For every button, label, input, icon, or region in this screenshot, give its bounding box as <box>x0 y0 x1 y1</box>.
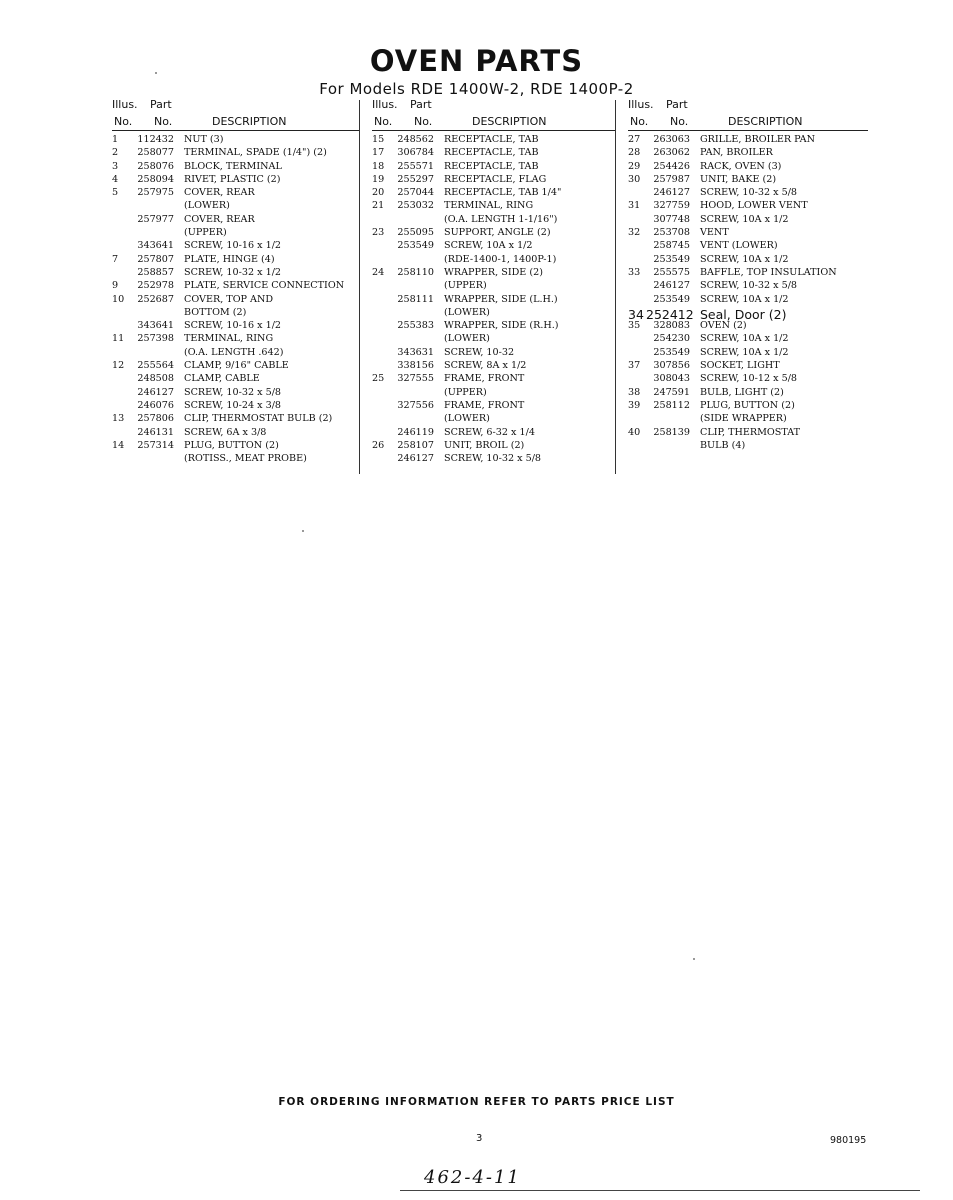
illus-number: 20 <box>372 187 385 199</box>
part-row <box>628 161 868 174</box>
illus-number: 28 <box>628 147 641 159</box>
part-number: 257975 <box>137 187 174 199</box>
part-row <box>628 280 868 293</box>
illus-number: 14 <box>112 439 125 451</box>
part-row <box>112 440 360 453</box>
illus-number: 1 <box>112 134 119 145</box>
header-part-no: No. <box>154 115 173 128</box>
part-number: 248508 <box>137 373 174 385</box>
part-number: 253549 <box>653 253 690 265</box>
part-description: PLATE, HINGE (4) <box>184 253 275 265</box>
part-number: 246119 <box>397 426 434 438</box>
part-description: PLATE, SERVICE CONNECTION <box>184 280 345 292</box>
header-illus-no: No. <box>374 115 393 128</box>
part-row <box>628 373 868 386</box>
part-number: 253549 <box>653 293 690 305</box>
part-row <box>112 134 360 147</box>
part-row <box>372 440 616 453</box>
part-number: 257398 <box>137 333 174 345</box>
part-row <box>112 413 360 426</box>
part-description: WRAPPER, SIDE (R.H.) <box>444 320 559 332</box>
part-description: BULB, LIGHT (2) <box>700 386 784 398</box>
part-description: TERMINAL, SPADE (1/4") (2) <box>184 147 327 159</box>
part-description: GRILLE, BROILER PAN <box>700 134 815 145</box>
part-description: SCREW, 10A x 1/2 <box>700 346 789 358</box>
part-row <box>372 333 616 346</box>
part-number: 112432 <box>137 134 174 145</box>
part-description: SCREW, 10-32 x 5/8 <box>700 280 798 292</box>
part-row <box>112 227 360 240</box>
part-row <box>112 400 360 413</box>
part-number: 263063 <box>653 134 690 145</box>
header-illus: Illus. <box>112 98 138 111</box>
part-row <box>628 134 868 147</box>
part-number: 252412 <box>646 306 694 322</box>
part-description: CLAMP, CABLE <box>184 373 260 385</box>
page-title: OVEN PARTS <box>369 44 584 78</box>
part-number: 253032 <box>397 200 434 212</box>
illus-number: 23 <box>372 227 385 239</box>
illus-number: 9 <box>112 280 119 292</box>
part-description: SCREW, 8A x 1/2 <box>444 360 527 372</box>
header-part: Part <box>666 98 688 111</box>
illus-number: 40 <box>628 426 641 438</box>
part-description: BLOCK, TERMINAL <box>184 160 282 172</box>
part-number: 252687 <box>137 293 174 305</box>
part-number: 257977 <box>137 213 174 225</box>
header-description: DESCRIPTION <box>212 115 287 128</box>
document-code: 980195 <box>830 1135 867 1146</box>
illus-number: 15 <box>372 134 385 145</box>
part-row <box>628 427 868 440</box>
part-description: CLIP, THERMOSTAT <box>700 426 801 438</box>
illus-number: 5 <box>112 187 119 199</box>
part-number: 255575 <box>653 266 690 278</box>
part-row <box>112 147 360 160</box>
part-number: 306784 <box>397 147 434 159</box>
part-description: RECEPTACLE, FLAG <box>444 173 547 185</box>
part-number: 327759 <box>653 200 690 212</box>
part-description: (O.A. LENGTH .642) <box>184 346 284 358</box>
header-illus: Illus. <box>372 98 398 111</box>
part-number: 258745 <box>653 240 690 252</box>
part-row <box>112 294 360 307</box>
part-row <box>628 440 868 453</box>
part-row <box>372 214 616 227</box>
illus-number: 18 <box>372 160 385 172</box>
part-description: HOOD, LOWER VENT <box>700 200 808 212</box>
column-divider <box>615 100 616 474</box>
part-row <box>112 187 360 200</box>
part-description: COVER, REAR <box>184 213 255 225</box>
part-row <box>628 307 868 320</box>
part-description: RIVET, PLASTIC (2) <box>184 173 281 185</box>
part-description: WRAPPER, SIDE (2) <box>444 266 543 278</box>
part-row <box>112 200 360 213</box>
part-number: 338156 <box>397 360 434 372</box>
part-description: SCREW, 10-16 x 1/2 <box>184 240 282 252</box>
part-description: SUPPORT, ANGLE (2) <box>444 227 551 239</box>
page-number: 3 <box>476 1133 483 1144</box>
part-number: 246076 <box>137 399 174 411</box>
part-description: OVEN (2) <box>700 320 747 332</box>
part-row <box>372 161 616 174</box>
illus-number: 31 <box>628 200 641 212</box>
part-number: 257044 <box>397 187 434 199</box>
part-description: SCREW, 10-32 <box>444 346 515 358</box>
part-number: 254230 <box>653 333 690 345</box>
part-row <box>112 307 360 320</box>
part-row <box>112 161 360 174</box>
part-number: 308043 <box>653 373 690 385</box>
part-row <box>628 227 868 240</box>
part-description: CLIP, THERMOSTAT BULB (2) <box>184 413 333 425</box>
part-row <box>628 360 868 373</box>
part-row <box>372 294 616 307</box>
illus-number: 11 <box>112 333 125 345</box>
illus-number: 38 <box>628 386 641 398</box>
part-row <box>372 174 616 187</box>
part-description: WRAPPER, SIDE (L.H.) <box>444 293 558 305</box>
part-description: (UPPER) <box>444 280 487 292</box>
part-row <box>372 134 616 147</box>
part-description: PAN, BROILER <box>700 147 773 159</box>
part-row <box>372 200 616 213</box>
part-row <box>372 280 616 293</box>
part-row <box>628 174 868 187</box>
part-row <box>628 254 868 267</box>
part-row <box>628 200 868 213</box>
bottom-rule <box>400 1190 920 1191</box>
part-number: 254426 <box>653 160 690 172</box>
part-row <box>372 147 616 160</box>
part-row <box>628 240 868 253</box>
part-description: VENT <box>700 227 729 239</box>
scan-speck <box>155 72 157 74</box>
part-description: SCREW, 6A x 3/8 <box>184 426 267 438</box>
part-row <box>112 373 360 386</box>
illus-number: 24 <box>372 266 385 278</box>
part-description: SCREW, 10-32 x 1/2 <box>184 266 282 278</box>
part-number: 258112 <box>653 399 690 411</box>
part-number: 246127 <box>653 280 690 292</box>
part-description: (RDE-1400-1, 1400P-1) <box>444 253 557 265</box>
header-part-no: No. <box>670 115 689 128</box>
part-number: 258107 <box>397 439 434 451</box>
part-row <box>112 320 360 333</box>
part-number: 258094 <box>137 173 174 185</box>
part-number: 253549 <box>653 346 690 358</box>
part-description: UNIT, BROIL (2) <box>444 439 525 451</box>
part-number: 343641 <box>137 240 174 252</box>
part-description: BOTTOM (2) <box>184 306 247 318</box>
illus-number: 17 <box>372 147 385 159</box>
part-row <box>628 320 868 333</box>
part-description: SCREW, 10A x 1/2 <box>700 213 789 225</box>
part-description: SCREW, 6-32 x 1/4 <box>444 426 535 438</box>
part-description: SCREW, 10-16 x 1/2 <box>184 320 282 332</box>
part-row <box>112 214 360 227</box>
page-subtitle: For Models RDE 1400W-2, RDE 1400P-2 <box>319 80 634 98</box>
illus-number: 13 <box>112 413 125 425</box>
part-number: 328083 <box>653 320 690 332</box>
part-row <box>628 387 868 400</box>
part-description: (LOWER) <box>184 200 230 212</box>
part-number: 248562 <box>397 134 434 145</box>
part-row <box>372 387 616 400</box>
parts-column-1 <box>112 98 360 466</box>
part-number: 246127 <box>397 453 434 465</box>
part-row <box>628 413 868 426</box>
part-row <box>372 413 616 426</box>
part-row <box>112 280 360 293</box>
column-header <box>628 98 868 131</box>
part-description: BAFFLE, TOP INSULATION <box>700 266 837 278</box>
parts-column-2 <box>372 98 616 466</box>
part-description: SCREW, 10-32 x 5/8 <box>700 187 798 199</box>
part-row <box>628 214 868 227</box>
part-number: 327555 <box>397 373 434 385</box>
illus-number: 4 <box>112 173 119 185</box>
part-number: 253549 <box>397 240 434 252</box>
part-row <box>372 267 616 280</box>
part-description: VENT (LOWER) <box>700 240 778 252</box>
part-description: (UPPER) <box>184 227 227 239</box>
header-part-no: No. <box>414 115 433 128</box>
part-description: RECEPTACLE, TAB 1/4" <box>444 187 562 199</box>
part-number: 258139 <box>653 426 690 438</box>
part-description: BULB (4) <box>700 439 746 451</box>
part-number: 255564 <box>137 360 174 372</box>
part-row <box>112 333 360 346</box>
part-description: UNIT, BAKE (2) <box>700 173 777 185</box>
header-part: Part <box>410 98 432 111</box>
parts-rows <box>372 134 616 466</box>
part-row <box>112 267 360 280</box>
part-row <box>112 387 360 400</box>
part-description: SOCKET, LIGHT <box>700 360 780 372</box>
part-description: SCREW, 10A x 1/2 <box>700 293 789 305</box>
part-number: 257807 <box>137 253 174 265</box>
part-description: (O.A. LENGTH 1-1/16") <box>444 213 558 225</box>
part-description: RACK, OVEN (3) <box>700 160 782 172</box>
part-description: FRAME, FRONT <box>444 373 525 385</box>
part-row <box>628 187 868 200</box>
scan-speck <box>693 958 695 960</box>
illus-number: 27 <box>628 134 641 145</box>
part-row <box>372 307 616 320</box>
part-description: NUT (3) <box>184 134 224 145</box>
parts-rows <box>112 134 360 466</box>
parts-rows <box>628 134 868 453</box>
part-description: SCREW, 10-32 x 5/8 <box>184 386 282 398</box>
part-description: SCREW, 10-24 x 3/8 <box>184 399 282 411</box>
part-description: PLUG, BUTTON (2) <box>700 399 795 411</box>
part-number: 258077 <box>137 147 174 159</box>
illus-number: 33 <box>628 266 641 278</box>
part-description: RECEPTACLE, TAB <box>444 134 539 145</box>
column-header <box>372 98 616 131</box>
part-number: 263062 <box>653 147 690 159</box>
illus-number: 34 <box>628 306 644 322</box>
illus-number: 26 <box>372 439 385 451</box>
part-description: FRAME, FRONT <box>444 399 525 411</box>
part-description: (LOWER) <box>444 333 490 345</box>
part-number: 255095 <box>397 227 434 239</box>
header-part: Part <box>150 98 172 111</box>
part-number: 258111 <box>397 293 434 305</box>
part-description: (LOWER) <box>444 306 490 318</box>
part-row <box>628 347 868 360</box>
part-number: 258110 <box>397 266 434 278</box>
header-description: DESCRIPTION <box>728 115 803 128</box>
part-number: 258857 <box>137 266 174 278</box>
part-row <box>372 360 616 373</box>
part-description: SCREW, 10A x 1/2 <box>444 240 533 252</box>
illus-number: 10 <box>112 293 125 305</box>
part-row <box>628 147 868 160</box>
part-row <box>372 400 616 413</box>
part-number: 247591 <box>653 386 690 398</box>
part-number: 343631 <box>397 346 434 358</box>
part-row <box>628 294 868 307</box>
part-number: 246127 <box>653 187 690 199</box>
part-row <box>372 240 616 253</box>
header-illus-no: No. <box>630 115 649 128</box>
part-number: 255383 <box>397 320 434 332</box>
parts-column-3 <box>628 98 868 453</box>
part-number: 255571 <box>397 160 434 172</box>
part-description: RECEPTACLE, TAB <box>444 160 539 172</box>
header-description: DESCRIPTION <box>472 115 547 128</box>
illus-number: 12 <box>112 360 125 372</box>
part-description: SCREW, 10-12 x 5/8 <box>700 373 798 385</box>
part-description: SCREW, 10-32 x 5/8 <box>444 453 542 465</box>
part-row <box>372 254 616 267</box>
scan-speck <box>302 530 304 532</box>
part-row <box>112 347 360 360</box>
part-number: 258076 <box>137 160 174 172</box>
part-number: 252978 <box>137 280 174 292</box>
part-row <box>628 333 868 346</box>
part-row <box>112 427 360 440</box>
part-description: PLUG, BUTTON (2) <box>184 439 279 451</box>
part-row <box>628 400 868 413</box>
part-row <box>372 453 616 466</box>
part-number: 343641 <box>137 320 174 332</box>
header-illus-no: No. <box>114 115 133 128</box>
part-row <box>372 187 616 200</box>
part-description: Seal, Door (2) <box>700 306 787 322</box>
part-description: (LOWER) <box>444 413 490 425</box>
handwritten-note: 462-4-11 <box>424 1167 521 1188</box>
part-description: RECEPTACLE, TAB <box>444 147 539 159</box>
part-number: 257806 <box>137 413 174 425</box>
part-row <box>628 267 868 280</box>
part-description: (ROTISS., MEAT PROBE) <box>184 453 307 465</box>
illus-number: 7 <box>112 253 119 265</box>
part-description: (UPPER) <box>444 386 487 398</box>
header-illus: Illus. <box>628 98 654 111</box>
part-row <box>112 174 360 187</box>
part-row <box>372 320 616 333</box>
part-number: 253708 <box>653 227 690 239</box>
part-description: (SIDE WRAPPER) <box>700 413 787 425</box>
part-description: SCREW, 10A x 1/2 <box>700 333 789 345</box>
illus-number: 19 <box>372 173 385 185</box>
part-description: COVER, TOP AND <box>184 293 274 305</box>
part-number: 255297 <box>397 173 434 185</box>
part-description: SCREW, 10A x 1/2 <box>700 253 789 265</box>
part-number: 246127 <box>137 386 174 398</box>
part-number: 307856 <box>653 360 690 372</box>
illus-number: 32 <box>628 227 641 239</box>
part-row <box>372 373 616 386</box>
part-row <box>112 254 360 267</box>
illus-number: 2 <box>112 147 119 159</box>
ordering-info-footer: FOR ORDERING INFORMATION REFER TO PARTS PRICE LIST <box>278 1096 675 1108</box>
illus-number: 30 <box>628 173 641 185</box>
illus-number: 37 <box>628 360 641 372</box>
column-header <box>112 98 360 131</box>
part-number: 246131 <box>137 426 174 438</box>
column-divider <box>359 100 360 474</box>
part-description: CLAMP, 9/16" CABLE <box>184 360 289 372</box>
part-row <box>112 360 360 373</box>
part-number: 257314 <box>137 439 174 451</box>
illus-number: 29 <box>628 160 641 172</box>
illus-number: 35 <box>628 320 641 332</box>
part-description: TERMINAL, RING <box>444 200 534 212</box>
part-number: 307748 <box>653 213 690 225</box>
part-description: COVER, REAR <box>184 187 255 199</box>
part-number: 327556 <box>397 399 434 411</box>
part-row <box>372 427 616 440</box>
part-description: TERMINAL, RING <box>184 333 274 345</box>
part-row <box>112 240 360 253</box>
part-number: 257987 <box>653 173 690 185</box>
part-row <box>372 227 616 240</box>
illus-number: 3 <box>112 160 119 172</box>
illus-number: 21 <box>372 200 385 212</box>
part-row <box>372 347 616 360</box>
illus-number: 25 <box>372 373 385 385</box>
part-row <box>112 453 360 466</box>
illus-number: 39 <box>628 399 641 411</box>
